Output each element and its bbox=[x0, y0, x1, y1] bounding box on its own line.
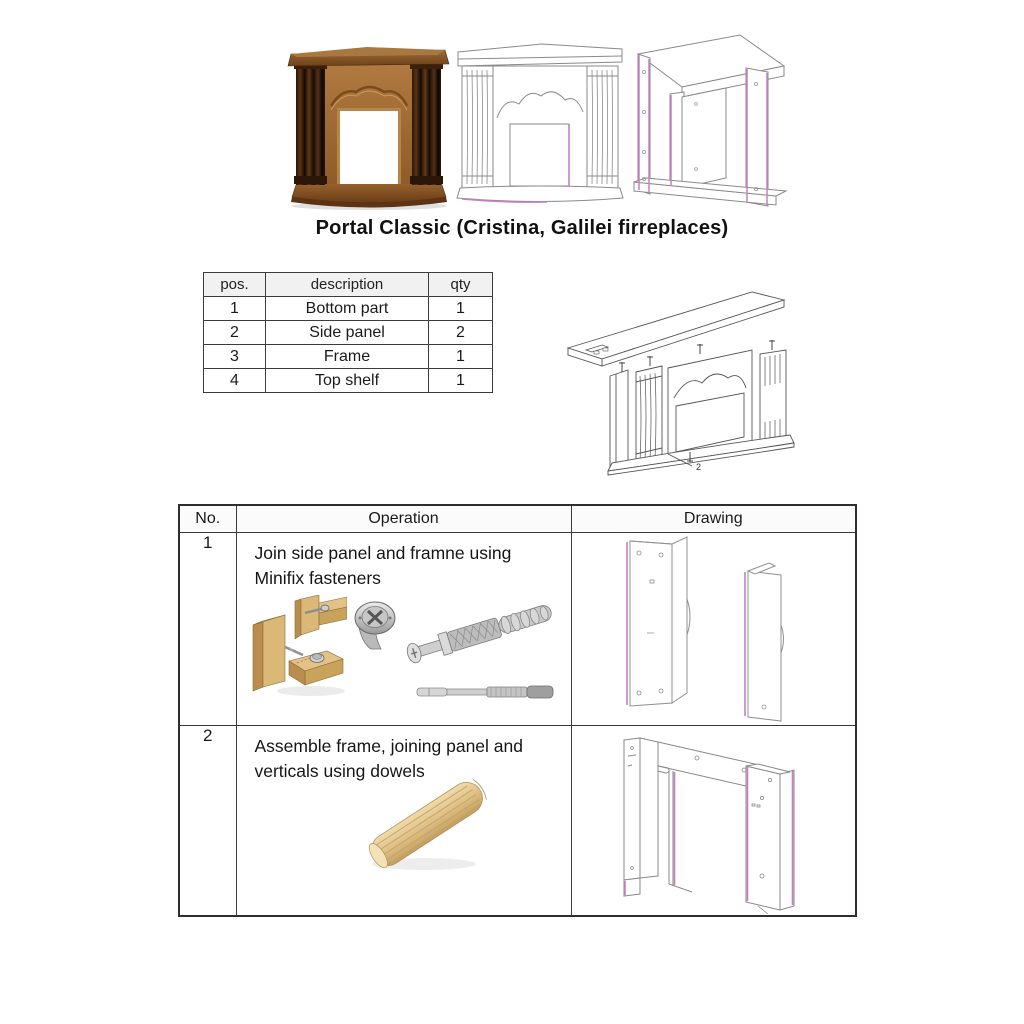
fireplace-outline-image bbox=[452, 26, 630, 212]
part-qty: 1 bbox=[429, 297, 493, 321]
part-pos: 3 bbox=[204, 345, 266, 369]
part-description: Side panel bbox=[266, 321, 429, 345]
side-panels-drawing bbox=[572, 533, 855, 724]
carcass-outline-image bbox=[626, 24, 800, 212]
ops-header-operation: Operation bbox=[236, 505, 571, 533]
part-description: Bottom part bbox=[266, 297, 429, 321]
ops-header-drawing: Drawing bbox=[571, 505, 856, 533]
parts-header-row bbox=[204, 273, 493, 297]
minifix-bolt-image bbox=[399, 585, 567, 679]
drawing-cell bbox=[571, 533, 856, 726]
operation-text: Assemble frame, joining panel and verticals using dowels bbox=[254, 736, 523, 781]
operations-header-row bbox=[179, 505, 856, 533]
part-pos: 2 bbox=[204, 321, 266, 345]
parts-header-description: description bbox=[266, 273, 429, 297]
operation-cell bbox=[236, 726, 571, 916]
operation-row bbox=[179, 533, 856, 726]
exploded-view-diagram bbox=[550, 256, 812, 482]
operation-row bbox=[179, 726, 856, 916]
fireplace-photo-image bbox=[283, 26, 455, 212]
minifix-joint-image bbox=[245, 595, 347, 707]
part-qty: 2 bbox=[429, 321, 493, 345]
operation-text: Join side panel and framne using Minifix fasteners bbox=[254, 543, 512, 588]
frame-assembly-drawing bbox=[572, 726, 855, 914]
parts-row bbox=[204, 369, 493, 393]
exploded-part-label: 2 bbox=[696, 462, 702, 472]
operations-table bbox=[178, 504, 857, 917]
part-description: Frame bbox=[266, 345, 429, 369]
part-qty: 1 bbox=[429, 369, 493, 393]
operation-cell bbox=[236, 533, 571, 726]
part-pos: 4 bbox=[204, 369, 266, 393]
ops-header-no: No. bbox=[179, 505, 236, 533]
parts-header-pos: pos. bbox=[204, 273, 266, 297]
part-description: Top shelf bbox=[266, 369, 429, 393]
connecting-rod-image bbox=[415, 681, 555, 703]
part-pos: 1 bbox=[204, 297, 266, 321]
parts-row bbox=[204, 345, 493, 369]
operation-number: 2 bbox=[179, 726, 236, 916]
dowel-image bbox=[342, 774, 512, 876]
cam-lock-image bbox=[349, 597, 403, 663]
page-title: Portal Classic (Cristina, Galilei firreplaces) bbox=[315, 217, 729, 239]
parts-row bbox=[204, 297, 493, 321]
parts-header-qty: qty bbox=[429, 273, 493, 297]
parts-table bbox=[203, 272, 493, 393]
operation-number: 1 bbox=[179, 533, 236, 726]
drawing-cell bbox=[571, 726, 856, 916]
part-qty: 1 bbox=[429, 345, 493, 369]
parts-row bbox=[204, 321, 493, 345]
